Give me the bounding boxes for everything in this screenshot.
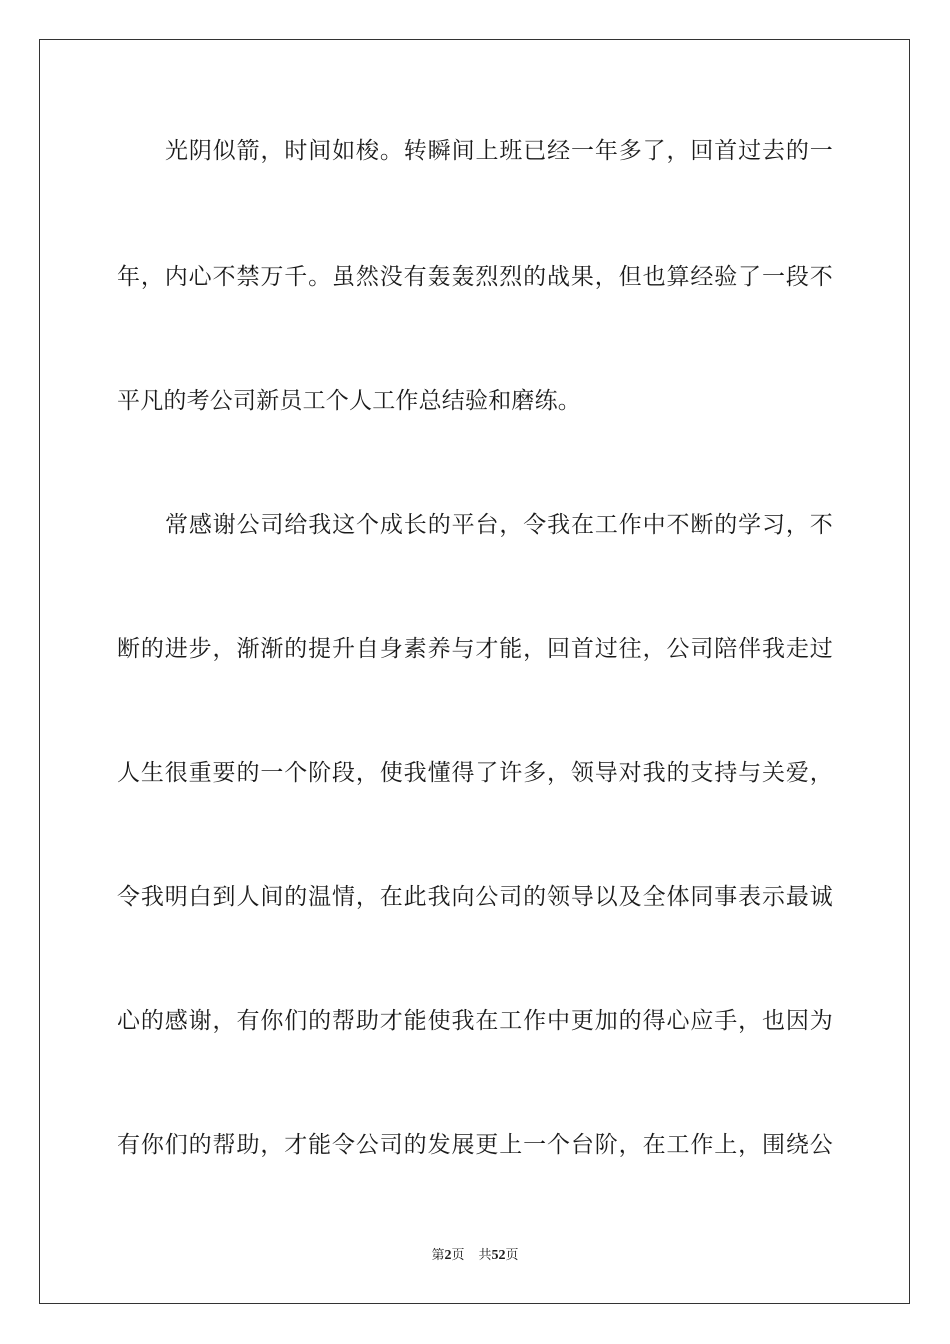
paragraph-2-line-3: 人生很重要的一个阶段，使我懂得了许多，领导对我的支持与关爱， [117,760,833,786]
paragraph-2-line-5: 心的感谢，有你们的帮助才能使我在工作中更加的得心应手，也因为 [117,1008,833,1034]
page-border [39,39,910,1304]
page-number: 2 [444,1248,452,1263]
total-pages: 52 [491,1248,506,1263]
page-suffix: 页 [451,1248,465,1263]
page-footer [0,1247,950,1265]
paragraph-2-line-1: 常感谢公司给我这个成长的平台，令我在工作中不断的学习，不 [165,512,833,538]
paragraph-2-line-4: 令我明白到人间的温情，在此我向公司的领导以及全体同事表示最诚 [117,884,833,910]
paragraph-2-line-2: 断的进步，渐渐的提升自身素养与才能，回首过往，公司陪伴我走过 [117,636,833,662]
paragraph-1-line-1: 光阴似箭，时间如梭。转瞬间上班已经一年多了，回首过去的一 [165,138,833,164]
paragraph-1-line-3: 平凡的考公司新员工个人工作总结验和磨练。 [117,388,581,414]
paragraph-1-line-2: 年，内心不禁万千。虽然没有轰轰烈烈的战果，但也算经验了一段不 [117,264,833,290]
page-prefix: 第 [431,1248,445,1263]
total-suffix: 页 [505,1248,519,1263]
total-prefix: 共 [478,1248,492,1263]
paragraph-2-line-6: 有你们的帮助，才能令公司的发展更上一个台阶，在工作上，围绕公 [117,1132,833,1158]
